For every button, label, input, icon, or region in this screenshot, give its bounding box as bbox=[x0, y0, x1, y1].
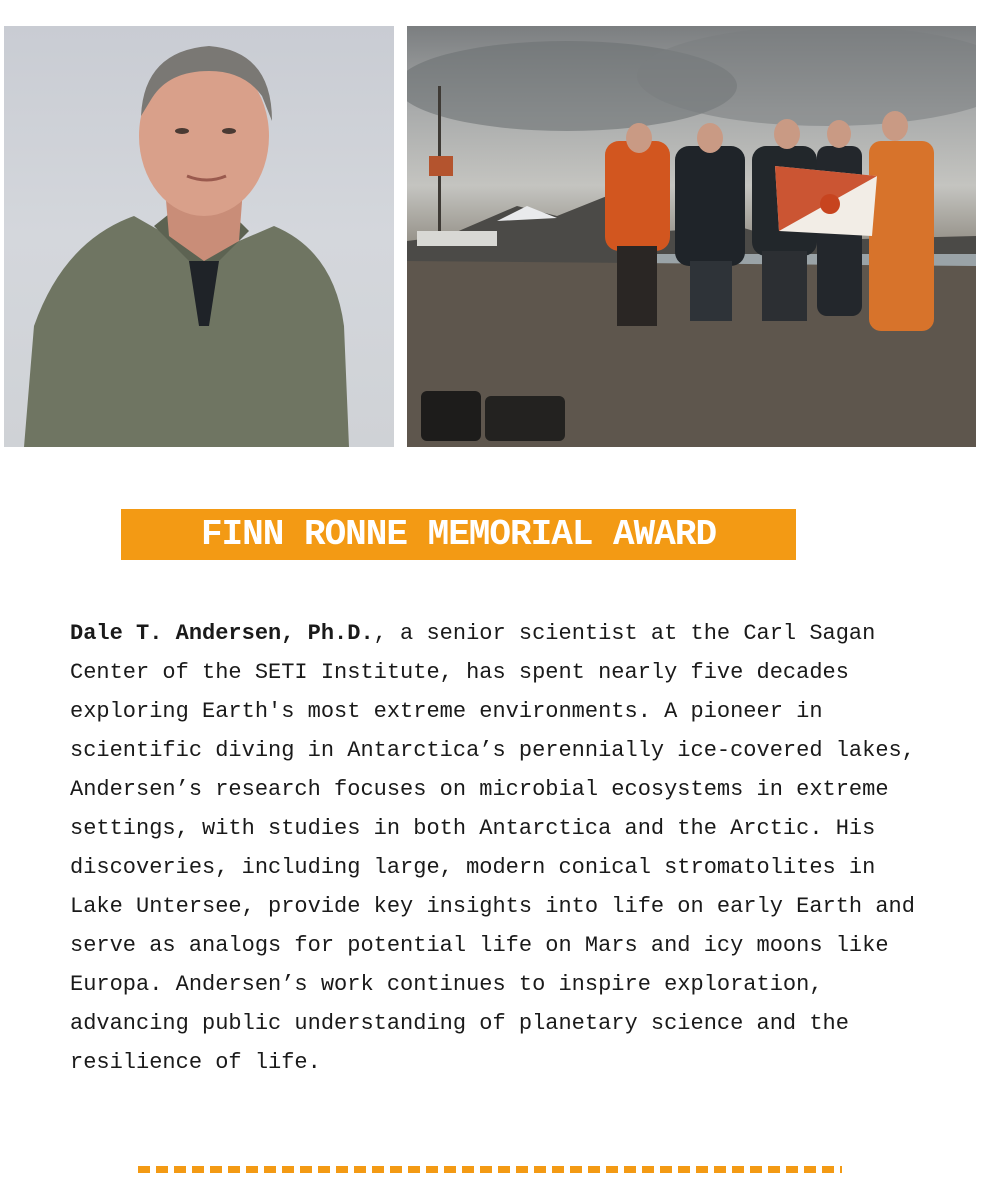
bio-text: , a senior scientist at the Carl Sagan Center of the SETI Institute, has spent nearly five decades exploring Earth's most extreme environments. A pioneer in scientific diving in Antarctica’s perennially ice-covered lakes, Andersen’s research focuses on microbial ecosystems in extreme settings, with studies in both Antarctica and the Arctic. His discoveries, including large, modern conical stromatolites in Lake Untersee, provide key insights into life on early Earth and serve as analogs for potential life on Mars and icy moons like Europa. Andersen’s work continues to inspire exploration, advancing public understanding of planetary science and the resilience of life. bbox=[70, 621, 915, 1075]
bio-paragraph bbox=[70, 614, 930, 1082]
dashed-divider bbox=[138, 1166, 842, 1173]
expedition-photo bbox=[407, 26, 976, 447]
person-portrait-icon bbox=[4, 26, 394, 447]
antarctic-expedition-icon bbox=[407, 26, 976, 447]
recipient-name: Dale T. Andersen, Ph.D. bbox=[70, 621, 374, 646]
award-title: FINN RONNE MEMORIAL AWARD bbox=[121, 509, 796, 560]
portrait-photo bbox=[4, 26, 394, 447]
